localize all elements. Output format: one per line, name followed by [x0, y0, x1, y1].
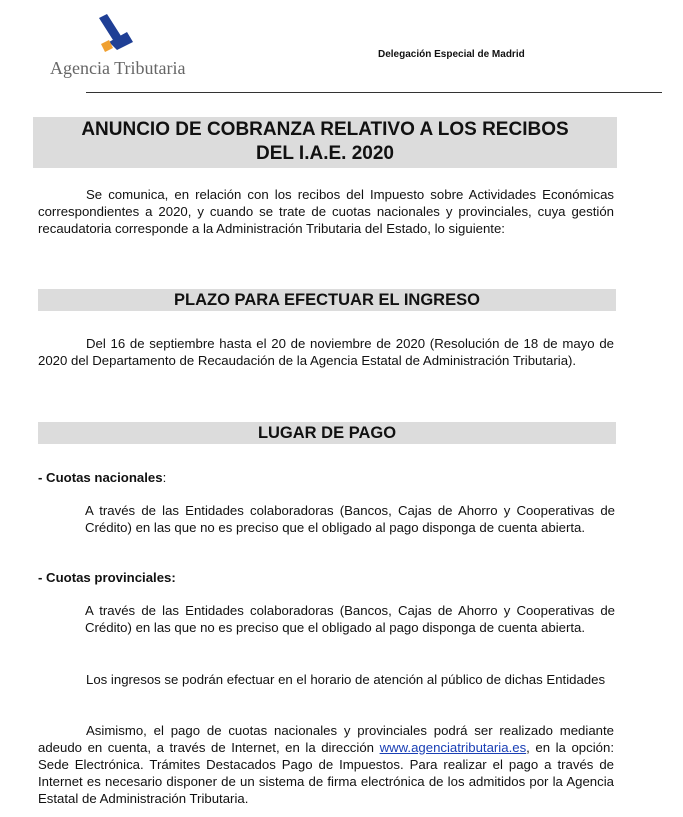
provinciales-text: A través de las Entidades colaboradoras (Bancos, Cajas de Ahorro y Cooperativas de Crédito) en las que no es preciso que el obligado al pago disponga de cuenta abierta.: [85, 603, 615, 635]
delegation-label: Delegación Especial de Madrid: [378, 49, 525, 60]
agency-emblem-icon: [95, 12, 137, 54]
lugar-heading: LUGAR DE PAGO: [38, 422, 616, 444]
asimismo-text-before: Asimismo, el pago de cuotas nacionales y provinciales podrá ser realizado mediante adeudo en cuenta, a través de Internet, en la dirección: [38, 723, 614, 755]
document-title: [33, 117, 617, 168]
cuotas-nacionales-colon: :: [162, 470, 167, 485]
plazo-heading: PLAZO PARA EFECTUAR EL INGRESO: [38, 289, 616, 311]
title-line-2: DEL I.A.E. 2020: [256, 143, 394, 164]
header-divider: [86, 92, 662, 93]
agencia-tributaria-logo: [48, 12, 198, 82]
asimismo-text-after: , en la opción: Sede Electrónica. Trámites Destacados Pago de Impuestos. Para realizar el pago a través de Internet es necesario disponer de un sistema de firma electrónica de los admitidos por la Agencia Estatal de Administración Tributaria.: [38, 740, 614, 806]
cuotas-provinciales-label: - Cuotas provinciales:: [38, 570, 176, 585]
horario-paragraph: Los ingresos se podrán efectuar en el horario de atención al público de dichas Entidades: [86, 672, 606, 687]
logo-text: Agencia Tributaria: [50, 58, 186, 78]
cuotas-nacionales-label-text: - Cuotas nacionales: [38, 470, 163, 485]
asimismo-paragraph: [38, 722, 614, 807]
cuotas-nacionales-label: [38, 470, 166, 485]
title-line-1: ANUNCIO DE COBRANZA RELATIVO A LOS RECIBOS: [81, 119, 569, 140]
nacionales-text: A través de las Entidades colaboradoras (Bancos, Cajas de Ahorro y Cooperativas de Crédito) en las que no es preciso que el obligado al pago disponga de cuenta abierta.: [85, 503, 615, 535]
plazo-paragraph: Del 16 de septiembre hasta el 20 de noviembre de 2020 (Resolución de 18 de mayo de 2020 del Departamento de Recaudación de la Agencia Estatal de Administración Tributaria).: [38, 336, 614, 368]
agencia-tributaria-link[interactable]: www.agenciatributaria.es: [379, 740, 527, 755]
intro-paragraph: Se comunica, en relación con los recibos del Impuesto sobre Actividades Económicas correspondientes a 2020, y cuando se trate de cuotas nacionales y provinciales, cuya gestión recaudatoria corresponde a la Administración Tributaria del Estado, lo siguiente:: [38, 187, 614, 236]
